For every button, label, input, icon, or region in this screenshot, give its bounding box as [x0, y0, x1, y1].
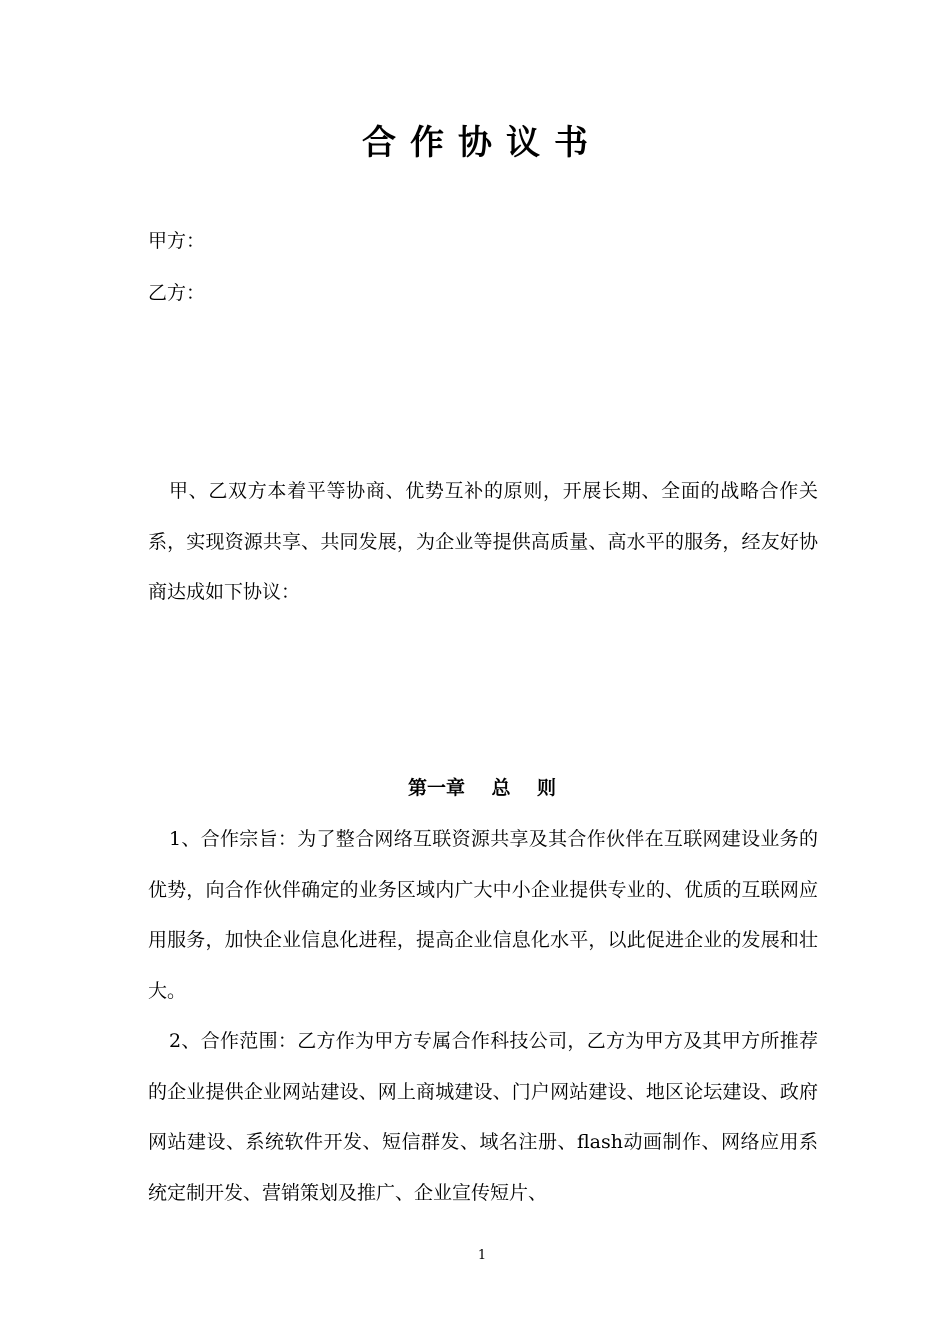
chapter-heading: 第一章 总 则: [408, 777, 556, 799]
intro-paragraph: 甲、乙双方本着平等协商、优势互补的原则，开展长期、全面的战略合作关系，实现资源共享、共同发展，为企业等提供高质量、高水平的服务，经友好协商达成如下协议：: [148, 480, 818, 603]
party-b-label: 乙方：: [148, 282, 206, 304]
clause-paragraph: 2、合作范围：乙方作为甲方专属合作科技公司，乙方为甲方及其甲方所推荐的企业提供企业网站建设、网上商城建设、门户网站建设、地区论坛建设、政府网站建设、系统软件开发、短信群发、域名注册、flash动画制作、网络应用系统定制开发、营销策划及推广、企业宣传短片、: [148, 1030, 818, 1204]
party-a-label: 甲方：: [148, 230, 206, 252]
page-number: 1: [477, 1248, 487, 1263]
clause-paragraph: 1、合作宗旨：为了整合网络互联资源共享及其合作伙伴在互联网建设业务的优势，向合作伙伴确定的业务区域内广大中小企业提供专业的、优质的互联网应用服务，加快企业信息化进程，提高企业信息化水平，以此促进企业的发展和壮大。: [148, 828, 818, 1002]
intro-paragraph-block: [148, 466, 818, 618]
chapter-body: [148, 814, 818, 1218]
document-title: 合作协议书: [362, 123, 602, 163]
